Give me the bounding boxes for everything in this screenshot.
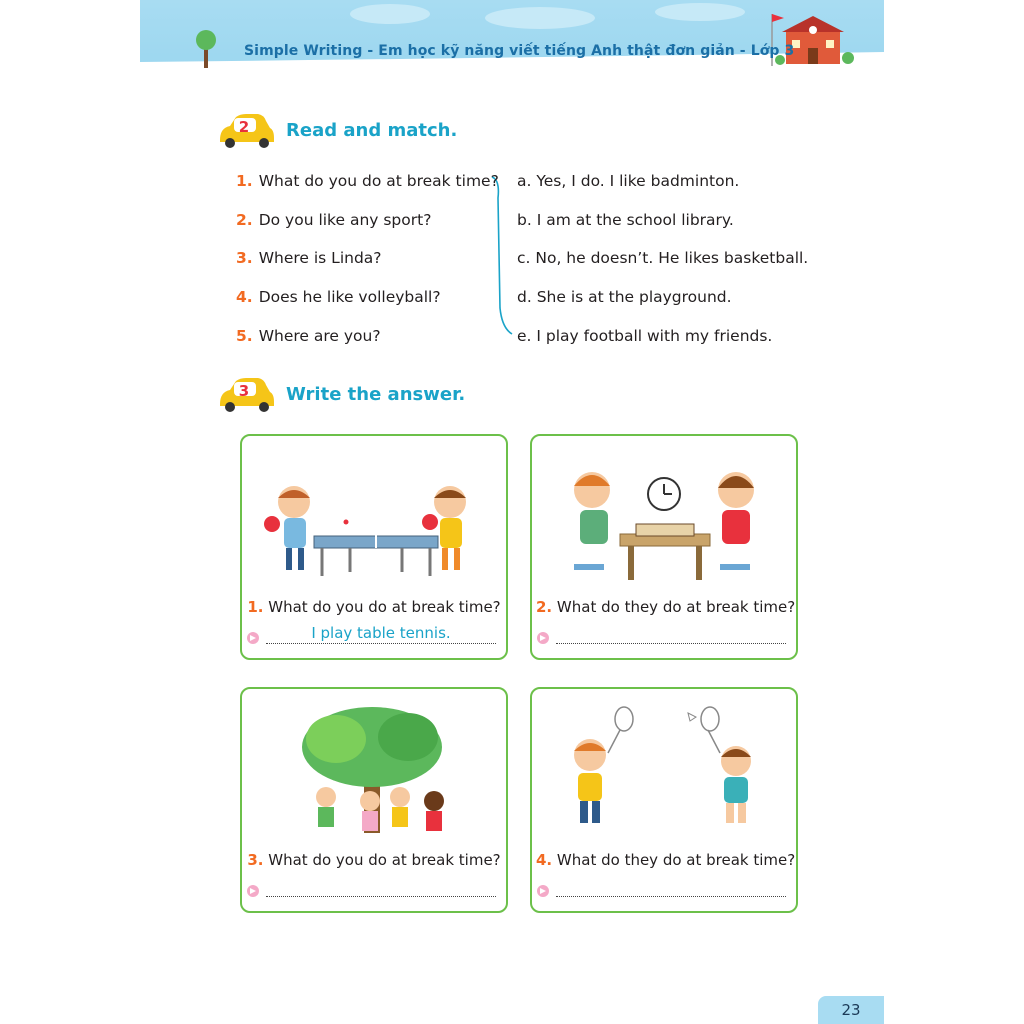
section-title: Read and match.: [286, 120, 458, 141]
answer-line[interactable]: [556, 643, 786, 644]
arrow-icon: [247, 632, 259, 644]
card-question: 1. What do you do at break time?: [247, 598, 501, 616]
answer-d: d. She is at the playground.: [517, 288, 732, 306]
header-banner: [140, 0, 884, 80]
arrow-icon: [247, 885, 259, 897]
answer-card-1: [240, 434, 508, 660]
table-tennis-illustration: [250, 444, 498, 592]
chess-illustration: [540, 444, 788, 592]
section-title: Write the answer.: [286, 384, 466, 405]
question-5: 5. Where are you?: [236, 327, 381, 345]
question-4: 4. Does he like volleyball?: [236, 288, 441, 306]
tree-play-illustration: [250, 697, 498, 845]
answer-card-2: [530, 434, 798, 660]
arrow-icon: [537, 885, 549, 897]
section-number: 3: [238, 382, 250, 400]
answer-a: a. Yes, I do. I like badminton.: [517, 172, 740, 190]
banner-title: Simple Writing - Em học kỹ năng viết tiếng Anh thật đơn giản - Lớp 3: [244, 43, 795, 59]
answer-c: c. No, he doesn’t. He likes basketball.: [517, 249, 809, 267]
arrow-icon: [537, 632, 549, 644]
answer-text: I play table tennis.: [311, 624, 451, 642]
card-question: 2. What do they do at break time?: [536, 598, 796, 616]
answer-card-4: [530, 687, 798, 913]
badminton-illustration: [540, 697, 788, 845]
banner-decoration: [140, 0, 884, 80]
card-question: 3. What do you do at break time?: [247, 851, 501, 869]
answer-line[interactable]: [556, 896, 786, 897]
question-1: 1. What do you do at break time?: [236, 172, 499, 190]
answer-e: e. I play football with my friends.: [517, 327, 773, 345]
section-number: 2: [238, 118, 250, 136]
answer-card-3: [240, 687, 508, 913]
answer-b: b. I am at the school library.: [517, 211, 734, 229]
page-number: 23: [818, 996, 884, 1024]
answer-line[interactable]: [266, 896, 496, 897]
question-2: 2. Do you like any sport?: [236, 211, 432, 229]
card-question: 4. What do they do at break time?: [536, 851, 796, 869]
answer-line[interactable]: [266, 643, 496, 644]
question-3: 3. Where is Linda?: [236, 249, 382, 267]
workbook-page: [140, 0, 884, 1024]
